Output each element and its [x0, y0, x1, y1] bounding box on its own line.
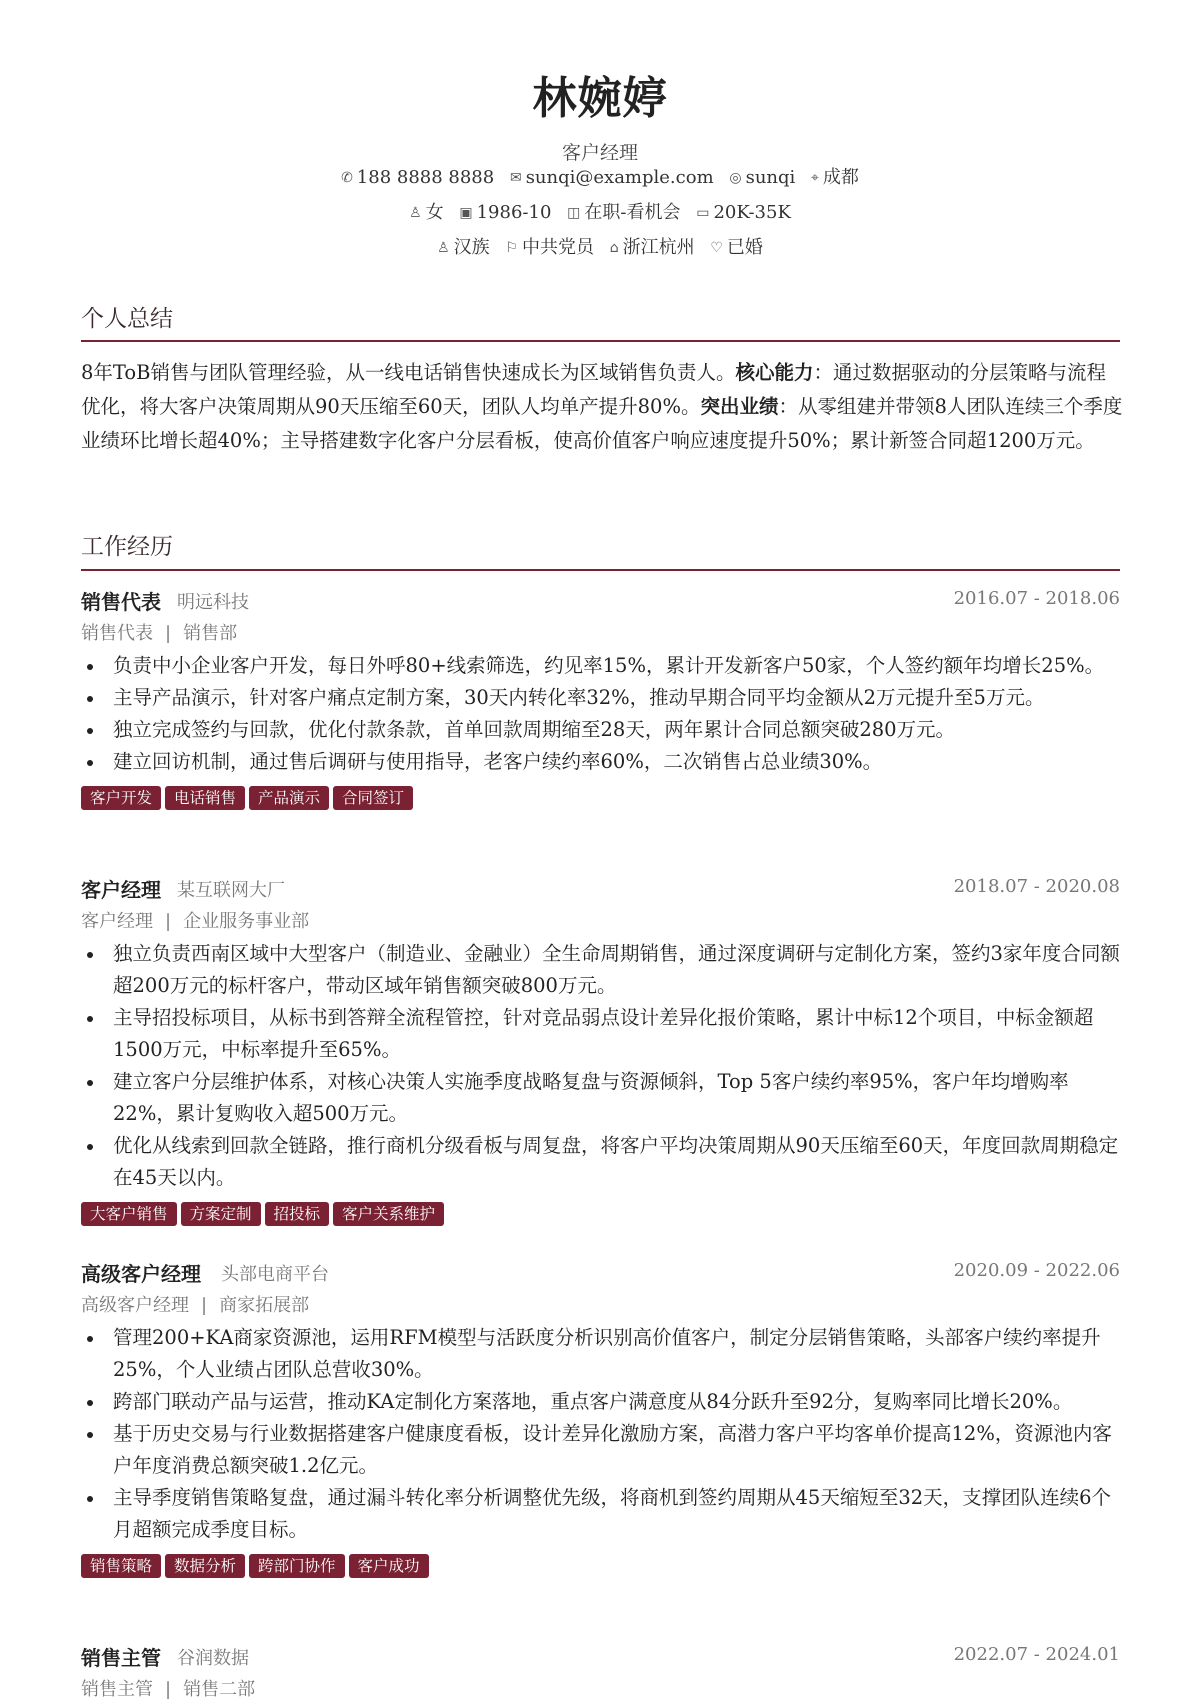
skill-tag: 跨部门协作 [249, 1554, 345, 1578]
summary-part-3: ：从零组建并带领8人团队连续三个季度业绩环比增长超40%；主导搭建数字化客户分层看板，使高价值客户响应速度提升50%；累计新签合同超1200万元。 [81, 395, 1123, 452]
skill-tag: 招投标 [265, 1202, 330, 1226]
bullet-item: 建立回访机制，通过售后调研与使用指导，老客户续约率60%，二次销售占总业绩30%。 [113, 746, 1120, 778]
job-bullets [81, 1322, 1120, 1546]
location-text: 成都 [822, 167, 859, 188]
hometown-item [610, 233, 695, 259]
wechat-icon: ◎ [729, 170, 742, 186]
skill-tag: 客户关系维护 [333, 1202, 444, 1226]
job-header [81, 1642, 1120, 1674]
wechat-item [729, 167, 795, 188]
birth-text: 1986-10 [476, 202, 552, 223]
people-icon: ♙ [437, 240, 450, 256]
job-tags [81, 1554, 1120, 1580]
summary-divider [81, 340, 1120, 342]
summary-keyword-2: 突出业绩 [700, 395, 779, 418]
heart-icon: ♡ [710, 240, 723, 256]
status-item [567, 198, 680, 224]
skill-tag: 产品演示 [249, 786, 329, 810]
candidate-title: 客户经理 [561, 142, 638, 164]
bullet-item: 主导招投标项目，从标书到答辩全流程管控，针对竞品弱点设计差异化报价策略，累计中标12个项目，中标金额超1500万元，中标率提升至65%。 [113, 1002, 1120, 1066]
summary-part-1: 8年ToB销售与团队管理经验，从一线电话销售快速成长为区域销售负责人。 [81, 361, 736, 384]
bullet-item: 建立客户分层维护体系，对核心决策人实施季度战略复盘与资源倾斜，Top 5客户续约率95%，客户年均增购率22%，累计复购收入超500万元。 [113, 1066, 1120, 1130]
job-role: 客户经理 [81, 878, 161, 902]
home-icon: ⌂ [609, 240, 619, 256]
skill-tag: 方案定制 [181, 1202, 261, 1226]
job-position: 高级客户经理 [81, 1295, 189, 1316]
ethnicity-item [437, 233, 490, 259]
location-icon: ⌖ [811, 170, 819, 186]
job-tags [81, 786, 1120, 812]
job-department: 销售部 [183, 623, 238, 644]
job-company: 谷润数据 [177, 1648, 249, 1669]
job-position: 销售代表 [81, 623, 153, 644]
job-entry [81, 874, 1120, 1228]
job-date: 2016.07 - 2018.06 [953, 588, 1120, 609]
job-header [81, 586, 1120, 618]
job-entry [81, 586, 1120, 812]
job-date: 2020.09 - 2022.06 [953, 1260, 1120, 1281]
job-subtitle [81, 1290, 1120, 1322]
phone-item[interactable] [341, 167, 494, 188]
job-department: 商家拓展部 [219, 1295, 310, 1316]
bullet-item: 主导季度销售策略复盘，通过漏斗转化率分析调整优先级，将商机到签约周期从45天缩短至32天，支撑团队连续6个月超额完成季度目标。 [113, 1482, 1120, 1546]
summary-section-title: 个人总结 [81, 306, 173, 332]
bullet-item: 优化从线索到回款全链路，推行商机分级看板与周复盘，将客户平均决策周期从90天压缩至60天，年度回款周期稳定在45天以内。 [113, 1130, 1120, 1194]
personal-row [0, 198, 1200, 224]
summary-part-2: ：通过数据驱动的分层策略与流程优化，将大客户决策周期从90天压缩至60天，团队人均单产提升80%。 [81, 361, 1107, 418]
experience-divider [81, 569, 1120, 571]
job-entry [81, 1642, 1120, 1706]
money-icon: ▭ [696, 205, 710, 221]
job-bullets [81, 938, 1120, 1194]
job-subtitle [81, 906, 1120, 938]
extra-row [0, 233, 1200, 259]
job-company: 明远科技 [177, 592, 249, 613]
job-header [81, 874, 1120, 906]
bullet-item: 基于历史交易与行业数据搭建客户健康度看板，设计差异化激励方案，高潜力客户平均客单价提高12%，资源池内客户年度消费总额突破1.2亿元。 [113, 1418, 1120, 1482]
experience-section-title: 工作经历 [81, 534, 173, 560]
job-role: 高级客户经理 [81, 1262, 201, 1286]
job-entry [81, 1258, 1120, 1580]
gender-item [409, 198, 444, 224]
candidate-name: 林婉婷 [532, 73, 668, 124]
skill-tag: 电话销售 [165, 786, 245, 810]
job-department: 企业服务事业部 [183, 911, 310, 932]
separator: | [201, 1295, 208, 1316]
hometown-text: 浙江杭州 [622, 237, 695, 258]
ethnicity-text: 汉族 [453, 237, 490, 258]
marital-text: 已婚 [726, 237, 763, 258]
job-role: 销售代表 [81, 590, 161, 614]
bullet-item: 负责中小企业客户开发，每日外呼80+线索筛选，约见率15%，累计开发新客户50家，个人签约额年均增长25%。 [113, 650, 1120, 682]
job-subtitle [81, 1674, 1120, 1706]
skill-tag: 数据分析 [165, 1554, 245, 1578]
location-item [811, 163, 859, 189]
skill-tag: 大客户销售 [81, 1202, 177, 1226]
skill-tag: 客户成功 [349, 1554, 429, 1578]
salary-item [696, 202, 791, 223]
job-company: 某互联网大厂 [177, 880, 285, 901]
job-tags [81, 1202, 1120, 1228]
job-position: 销售主管 [81, 1679, 153, 1700]
skill-tag: 销售策略 [81, 1554, 161, 1578]
job-date: 2022.07 - 2024.01 [953, 1644, 1120, 1665]
calendar-icon: ▣ [459, 205, 473, 221]
job-header [81, 1258, 1120, 1290]
phone-icon: ✆ [341, 170, 353, 186]
party-item [505, 233, 594, 259]
birth-item [459, 202, 551, 223]
skill-tag: 客户开发 [81, 786, 161, 810]
bullet-item: 独立负责西南区域中大型客户（制造业、金融业）全生命周期销售，通过深度调研与定制化方案，签约3家年度合同额超200万元的标杆客户，带动区域年销售额突破800万元。 [113, 938, 1120, 1002]
salary-text: 20K-35K [713, 202, 791, 223]
bullet-item: 管理200+KA商家资源池，运用RFM模型与活跃度分析识别高价值客户，制定分层销售策略，头部客户续约率提升25%，个人业绩占团队总营收30%。 [113, 1322, 1120, 1386]
phone-text: 188 8888 8888 [356, 167, 495, 188]
job-company: 头部电商平台 [221, 1264, 329, 1285]
flag-icon: ⚐ [505, 240, 518, 256]
bullet-item: 跨部门联动产品与运营，推动KA定制化方案落地，重点客户满意度从84分跃升至92分，复购率同比增长20%。 [113, 1386, 1120, 1418]
party-text: 中共党员 [521, 237, 594, 258]
separator: | [165, 1679, 172, 1700]
job-position: 客户经理 [81, 911, 153, 932]
summary-text [81, 356, 1123, 458]
mail-icon: ✉ [509, 170, 522, 186]
wechat-text: sunqi [745, 167, 796, 188]
job-subtitle [81, 618, 1120, 650]
job-department: 销售二部 [183, 1679, 256, 1700]
job-role: 销售主管 [81, 1646, 161, 1670]
email-item[interactable] [510, 167, 714, 188]
briefcase-icon: ◫ [567, 205, 581, 221]
gender-text: 女 [425, 202, 444, 223]
person-icon: ♙ [409, 205, 422, 221]
bullet-item: 独立完成签约与回款，优化付款条款，首单回款周期缩至28天，两年累计合同总额突破280万元。 [113, 714, 1120, 746]
job-bullets [81, 650, 1120, 778]
contact-row [0, 163, 1200, 189]
bullet-item: 主导产品演示，针对客户痛点定制方案，30天内转化率32%，推动早期合同平均金额从2万元提升至5万元。 [113, 682, 1120, 714]
job-date: 2018.07 - 2020.08 [953, 876, 1120, 897]
skill-tag: 合同签订 [333, 786, 413, 810]
separator: | [165, 623, 172, 644]
email-text: sunqi@example.com [525, 167, 714, 188]
marital-item [710, 233, 763, 259]
summary-keyword-1: 核心能力 [735, 361, 814, 384]
status-text: 在职-看机会 [584, 202, 681, 223]
separator: | [165, 911, 172, 932]
